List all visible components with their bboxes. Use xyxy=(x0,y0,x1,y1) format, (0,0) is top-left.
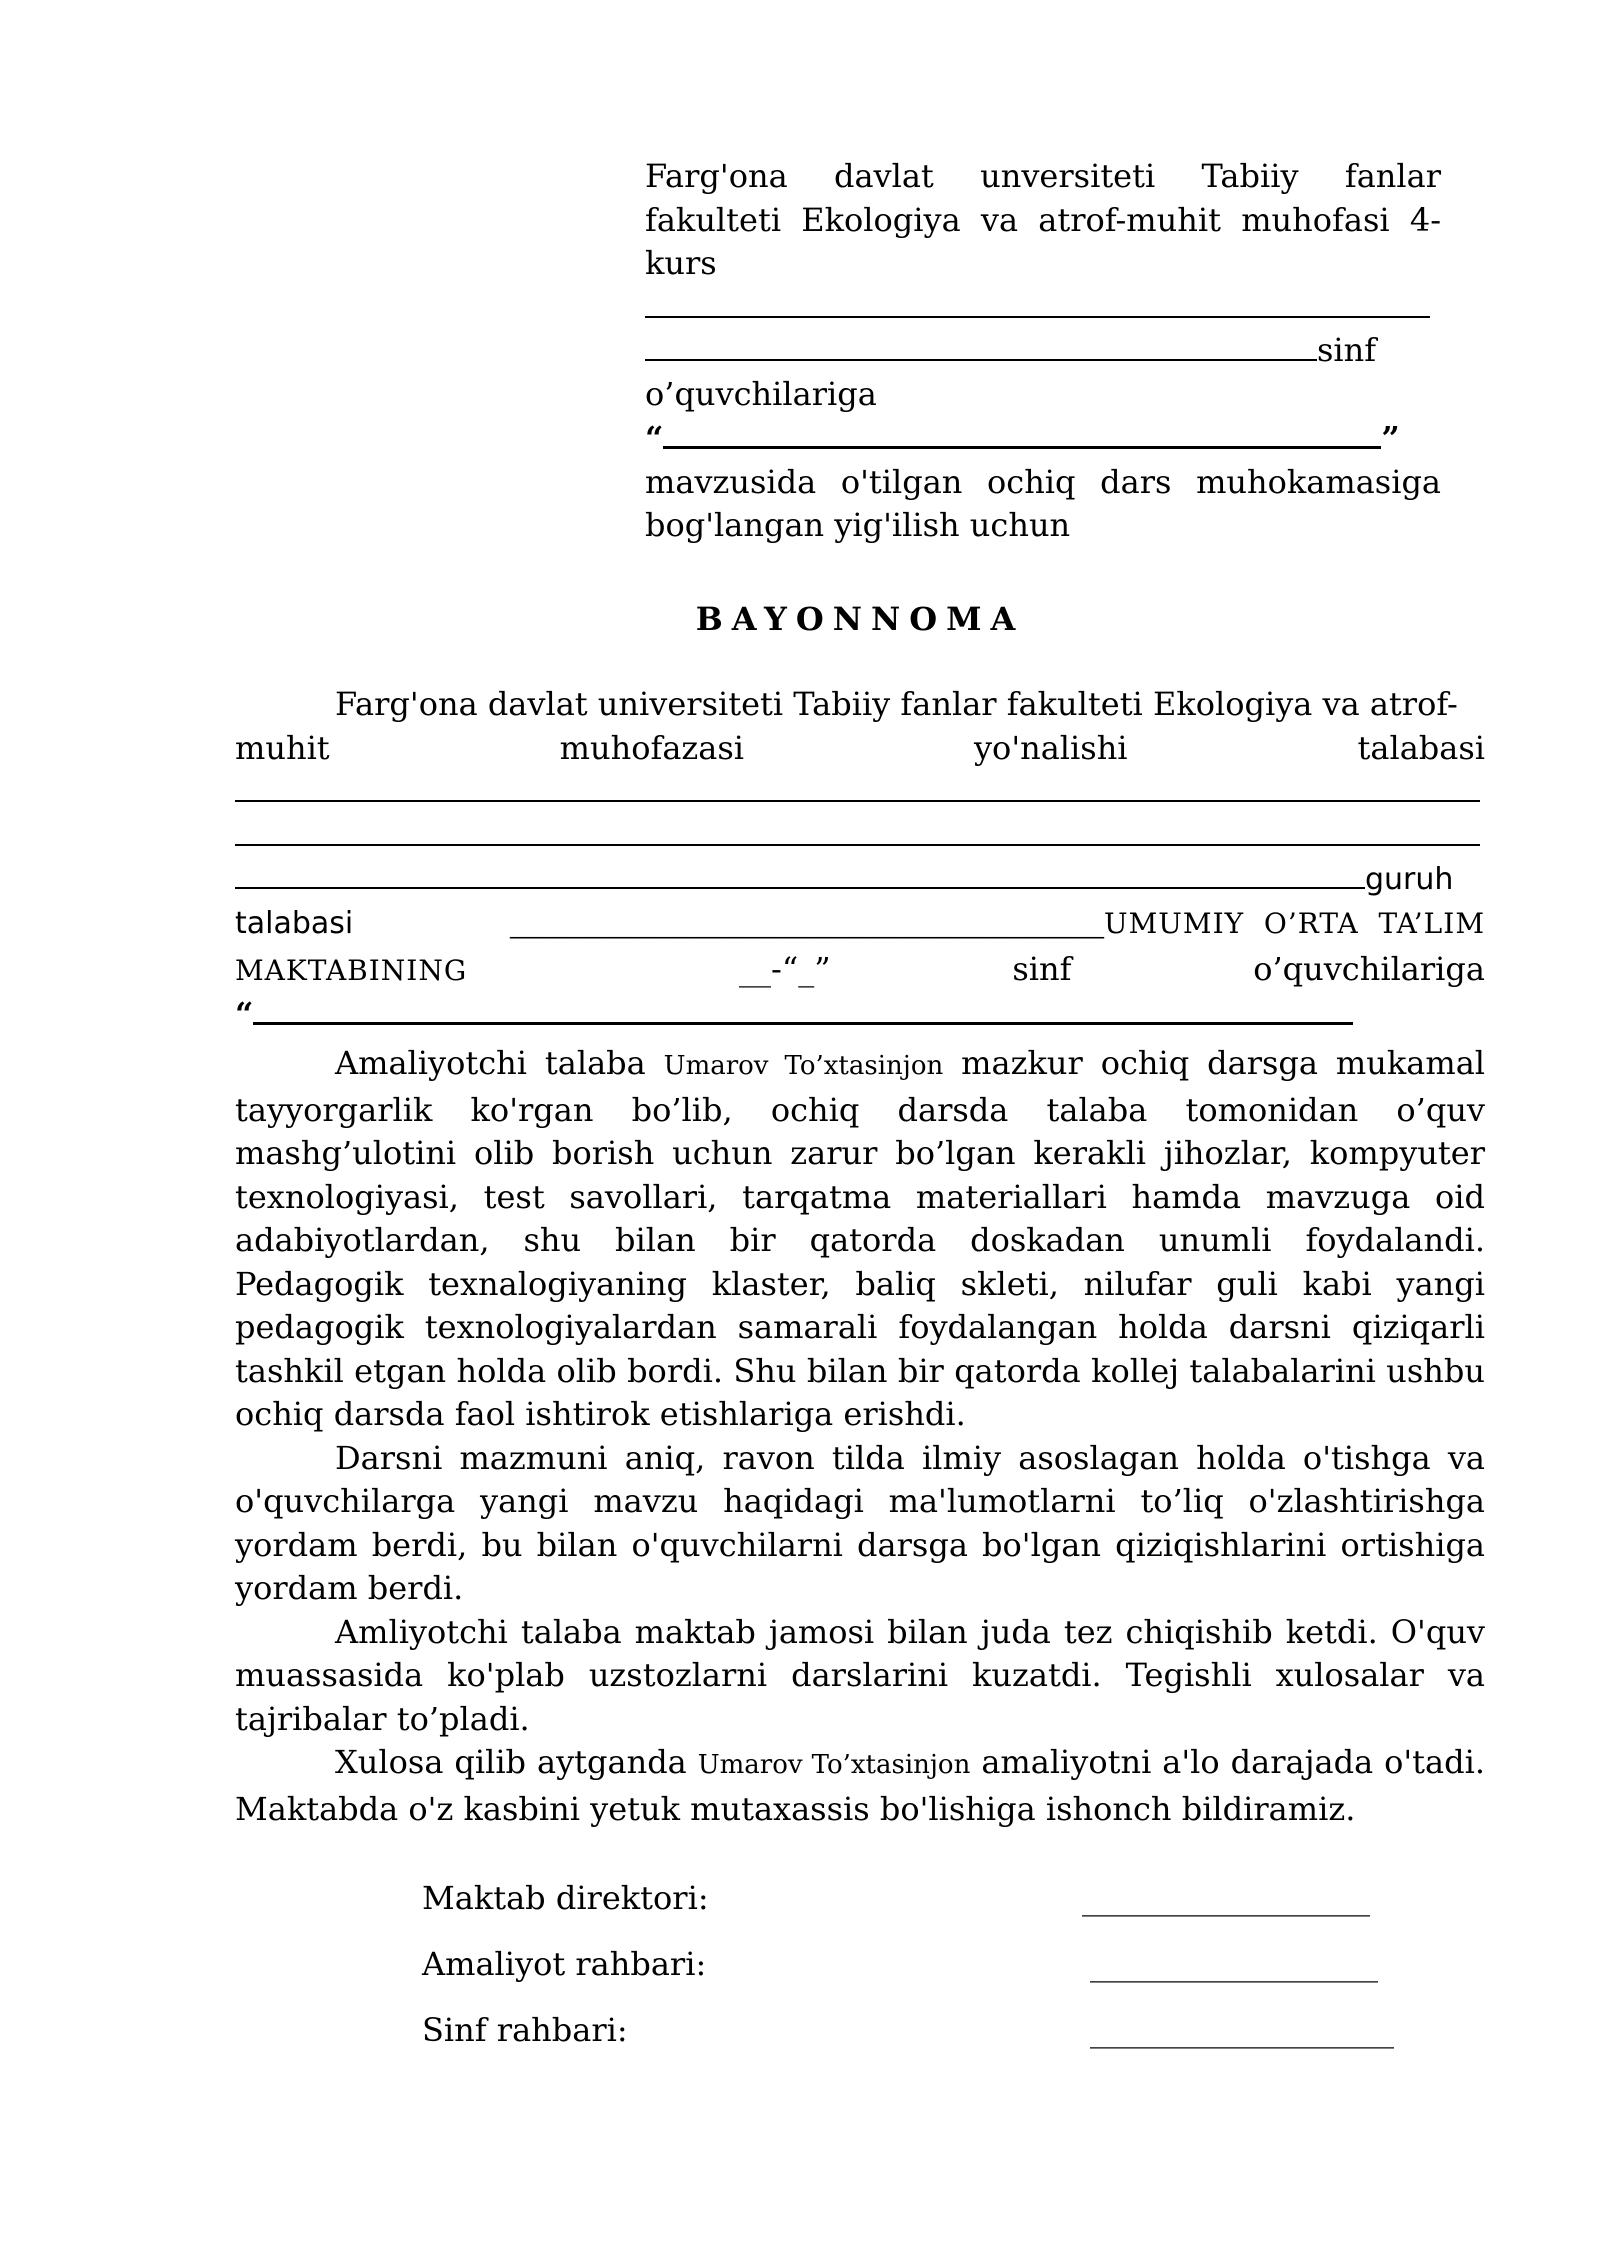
p1-start: Amaliyotchi talaba xyxy=(335,1044,664,1082)
student-name-2: Umarov To’xtasinjon xyxy=(697,1750,971,1780)
paragraph-3: Amliyotchi talaba maktab jamosi bilan juda tez chiqishib ketdi. O'quv muassasida ko'plab uzstozlarni darslarini kuzatdi. Tegishli xulosalar va tajribalar to’pladi. xyxy=(235,1612,1485,1738)
guruh-label: guruh xyxy=(1365,862,1454,897)
maktabining-label: MAKTABINING xyxy=(235,954,468,987)
director-signature-line: __________________ xyxy=(1082,1879,1370,1917)
heading-mavzusida: mavzusida o'tilgan ochiq dars muhokamasiga xyxy=(645,462,1441,501)
talabasi-dashes: ______________________________________________________ xyxy=(510,913,1105,939)
supervisor-signature-line: __________________ xyxy=(1090,1945,1378,1983)
intro-block xyxy=(235,683,1485,1036)
sinf-line xyxy=(645,329,1441,373)
blank-line-2 xyxy=(235,770,1485,814)
class-teacher-signature-line: ___________________ xyxy=(1090,2011,1394,2049)
intro-word-muhofazasi: muhofazasi xyxy=(559,728,744,767)
quote-open: “ xyxy=(645,419,664,457)
intro-word-talabasi: talabasi xyxy=(1357,728,1485,767)
student-name: Umarov To’xtasinjon xyxy=(663,1051,944,1081)
heading-block xyxy=(645,155,1441,548)
school-type: UMUMIY O’RTA TA’LIM xyxy=(1104,906,1485,940)
blank-line-1 xyxy=(645,286,1441,330)
quote-close: ” xyxy=(1381,419,1400,457)
quote-open-2: “ xyxy=(235,994,254,1033)
p4-start: Xulosa qilib aytganda xyxy=(335,1743,698,1781)
talabasi-line xyxy=(235,902,1485,949)
intro-text-1: Farg'ona davlat universiteti Tabiiy fanlar fakulteti Ekologiya va atrof- xyxy=(335,685,1458,723)
talabasi-label: talabasi xyxy=(235,905,354,941)
heading-line-3: kurs xyxy=(645,244,717,282)
intro-line-2 xyxy=(235,727,1485,771)
class-mark: __-“_” xyxy=(739,950,831,988)
oquvchilariga-word: o’quvchilariga xyxy=(1253,950,1485,988)
main-text xyxy=(235,1042,1485,1831)
paragraph-1 xyxy=(235,1042,1485,1437)
heading-oquvchilariga: o’quvchilariga xyxy=(645,374,877,413)
signature-row-director xyxy=(422,1877,1482,1922)
paragraph-4 xyxy=(235,1741,1485,1831)
director-label: Maktab direktori: xyxy=(422,1879,709,1917)
guruh-line xyxy=(235,857,1485,902)
blank-line-3 xyxy=(235,814,1485,858)
heading-line-2: fakulteti Ekologiya va atrof-muhit muhofasi 4- xyxy=(645,200,1441,239)
p1-rest: mazkur ochiq darsga mukamal tayyorgarlik ko'rgan bo’lib, ochiq darsda talaba tomonidan o’quv mashg’ulotini olib borish uchun zarur bo’lgan kerakli jihozlar, kompyuter texnologiyasi, test savollari, tarqatma materiallari hamda mavzuga oid adabiyotlardan, shu bilan bir qatorda doskadan unumli foydalandi. Pedagogik texnalogiyaning klaster, baliq skleti, nilufar guli kabi yangi pedagogik texnologiyalardan samarali foydalangan holda darsni qiziqarli tashkil etgan holda olib bordi. Shu bilan bir qatorda kollej talabalarini ushbu ochiq darsda faol ishtirok etishlariga erishdi. xyxy=(235,1044,1486,1433)
heading-boglangan: bog'langan yig'ilish uchun xyxy=(645,506,1071,544)
intro-word-yonalishi: yo'nalishi xyxy=(973,728,1128,767)
p4-rest: amaliyotni a'lo darajada o'tadi. Maktabda o'z kasbini yetuk mutaxassis bo'lishiga ishonch bildiramiz. xyxy=(235,1743,1485,1828)
maktab-line xyxy=(235,948,1485,993)
paragraph-2: Darsni mazmuni aniq, ravon tilda ilmiy asoslagan holda o'tishga va o'quvchilarga yangi mavzu haqidagi ma'lumotlarni to’liq o'zlashtirishga yordam berdi, bu bilan o'quvchilarni darsga bo'lgan qiziqishlarini ortishiga yordam berdi. xyxy=(235,1438,1485,1607)
topic-line xyxy=(645,416,1441,461)
supervisor-label: Amaliyot rahbari: xyxy=(422,1945,707,1983)
heading-line-1: Farg'ona davlat unversiteti Tabiiy fanlar xyxy=(645,157,1441,195)
sinf-label: sinf xyxy=(1317,331,1377,369)
signature-row-supervisor xyxy=(422,1943,1482,1988)
document-title: BAYONNOMA xyxy=(695,600,1025,638)
intro-word-muhit: muhit xyxy=(235,728,330,767)
intro-line-1 xyxy=(235,683,1485,727)
signature-row-class-teacher xyxy=(422,2009,1482,2054)
class-teacher-label: Sinf rahbari: xyxy=(422,2011,628,2049)
topic-line-2 xyxy=(235,993,1485,1037)
sinf-word: sinf xyxy=(1012,950,1072,988)
